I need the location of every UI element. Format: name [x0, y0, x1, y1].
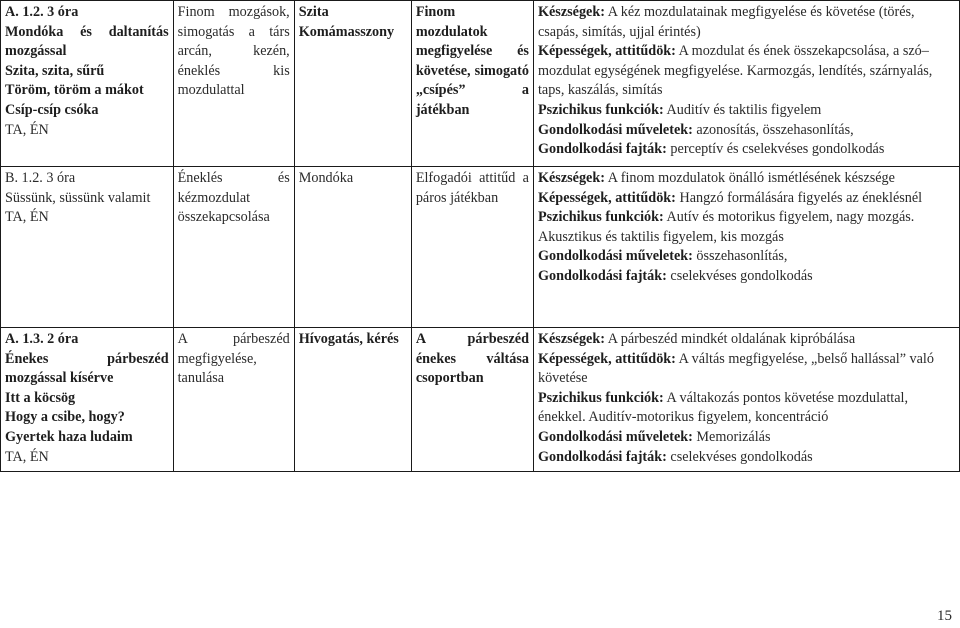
game-title: Komámasszony: [298, 23, 395, 40]
competency-item: [538, 448, 955, 468]
competency-text: azonosítás, összehasonlítás,: [696, 121, 854, 138]
song-title: Itt a köcsög: [5, 389, 76, 406]
topic-code: A. 1.2. 3 óra: [5, 4, 79, 20]
competency-text: összehasonlítás,: [696, 248, 788, 265]
game-cell: [294, 1, 411, 167]
competency-text: A párbeszéd mindkét oldalának kipróbálása: [607, 331, 856, 347]
competency-cell: [533, 1, 959, 167]
game-title: Hívogatás, kérés: [298, 331, 399, 347]
competency-label: Gondolkodási fajták:: [537, 448, 667, 465]
competency-text: A váltás megfigyelése, „belső hallással” való követése: [537, 350, 934, 387]
competency-text: perceptív és cselekvéses gondolkodás: [670, 141, 885, 158]
competency-label: Képességek, attitűdök:: [537, 189, 676, 206]
topic-code: A. 1.3. 2 óra: [5, 331, 79, 347]
competency-item: [538, 247, 955, 267]
competency-item: [538, 330, 955, 350]
game-title: Mondóka: [298, 170, 354, 186]
song-title: Csíp-csíp csóka: [5, 101, 99, 118]
goal-cell: Elfogadói attitűd a páros játékban: [411, 167, 533, 328]
game-title: Szita: [298, 4, 329, 20]
game-cell: [294, 167, 411, 328]
method-code: TA, ÉN: [5, 121, 49, 138]
topic-cell: [1, 167, 174, 328]
competency-item: [538, 350, 955, 389]
topic-cell: [1, 328, 174, 472]
competency-text: cselekvéses gondolkodás: [670, 448, 813, 465]
competency-item: [538, 189, 955, 209]
competency-text: Memorizálás: [696, 428, 771, 445]
competency-item: [538, 3, 955, 42]
competency-label: Pszichikus funkciók:: [537, 389, 664, 406]
competency-item: [538, 428, 955, 448]
competency-item: [538, 208, 955, 247]
competency-text: A váltakozás pontos követése mozdulattal, énekkel. Auditív-motorikus figyelem, koncentráció: [537, 389, 909, 426]
competency-label: Gondolkodási műveletek:: [537, 121, 693, 138]
page-number: 15: [937, 608, 952, 624]
competency-label: Gondolkodási műveletek:: [537, 248, 693, 265]
competency-item: [538, 101, 955, 121]
goal-cell: A párbeszéd énekes váltása csoportban: [411, 328, 533, 472]
competency-label: Készségek:: [537, 170, 605, 186]
competency-label: Készségek:: [537, 4, 605, 20]
competency-item: [538, 140, 955, 160]
song-title: Süssünk, süssünk valamit: [5, 189, 151, 206]
topic-cell: [1, 1, 174, 167]
competency-text: Hangzó formálására figyelés az éneklésnél: [679, 189, 923, 206]
competency-text: A mozdulat és ének összekapcsolása, a szó–mozdulat egységének megfigyelése. Karmozgás, lendítés, szárnyalás, taps, kaszálás, simítás: [537, 43, 933, 99]
competency-text: Auditív és taktilis figyelem: [666, 101, 822, 118]
competency-label: Képességek, attitűdök:: [537, 350, 676, 367]
song-title: Hogy a csibe, hogy?: [5, 409, 125, 426]
competency-label: Gondolkodási műveletek:: [537, 428, 693, 445]
song-title: Gyertek haza ludaim: [5, 428, 133, 445]
competency-item: [538, 267, 955, 287]
competency-item: [538, 169, 955, 189]
competency-item: [538, 42, 955, 101]
competency-text: cselekvéses gondolkodás: [670, 267, 813, 284]
competency-cell: [533, 328, 959, 472]
competency-label: Gondolkodási fajták:: [537, 267, 667, 284]
topic-title: Mondóka és daltanítás mozgással: [5, 23, 169, 60]
topic-code: B. 1.2. 3 óra: [5, 170, 76, 186]
competency-text: A kéz mozdulatainak megfigyelése és követése (törés, csapás, simítás, ujjal érintés): [537, 4, 915, 40]
competency-text: Autív és motorikus figyelem, nagy mozgás. Akusztikus és taktilis figyelem, kis mozgás: [537, 209, 915, 245]
goal-cell: Finom mozdulatok megfigyelése és követése, simogató „csípés” a játékban: [411, 1, 533, 167]
competency-label: Pszichikus funkciók:: [537, 101, 664, 118]
competency-label: Gondolkodási fajták:: [537, 141, 667, 158]
competency-label: Képességek, attitűdök:: [537, 43, 676, 60]
topic-title: Énekes párbeszéd mozgással kísérve: [5, 350, 169, 387]
game-cell: [294, 328, 411, 472]
competency-cell: [533, 167, 959, 328]
table-row: [1, 1, 960, 167]
method-code: TA, ÉN: [5, 209, 49, 226]
table-row: [1, 167, 960, 328]
activity-cell: Éneklés és kézmozdulat összekapcsolása: [173, 167, 294, 328]
method-code: TA, ÉN: [5, 448, 49, 465]
activity-cell: Finom mozgások, simogatás a társ arcán, kezén, éneklés kis mozdulattal: [173, 1, 294, 167]
competency-text: A finom mozdulatok önálló ismétlésének készsége: [607, 170, 895, 186]
table-row: [1, 328, 960, 472]
competency-label: Pszichikus funkciók:: [537, 209, 664, 226]
competency-label: Készségek:: [537, 331, 605, 347]
competency-item: [538, 389, 955, 428]
activity-cell: A párbeszéd megfigyelése, tanulása: [173, 328, 294, 472]
song-title: Töröm, töröm a mákot: [5, 82, 144, 99]
competency-item: [538, 121, 955, 141]
song-title: Szita, szita, sűrű: [5, 62, 105, 79]
